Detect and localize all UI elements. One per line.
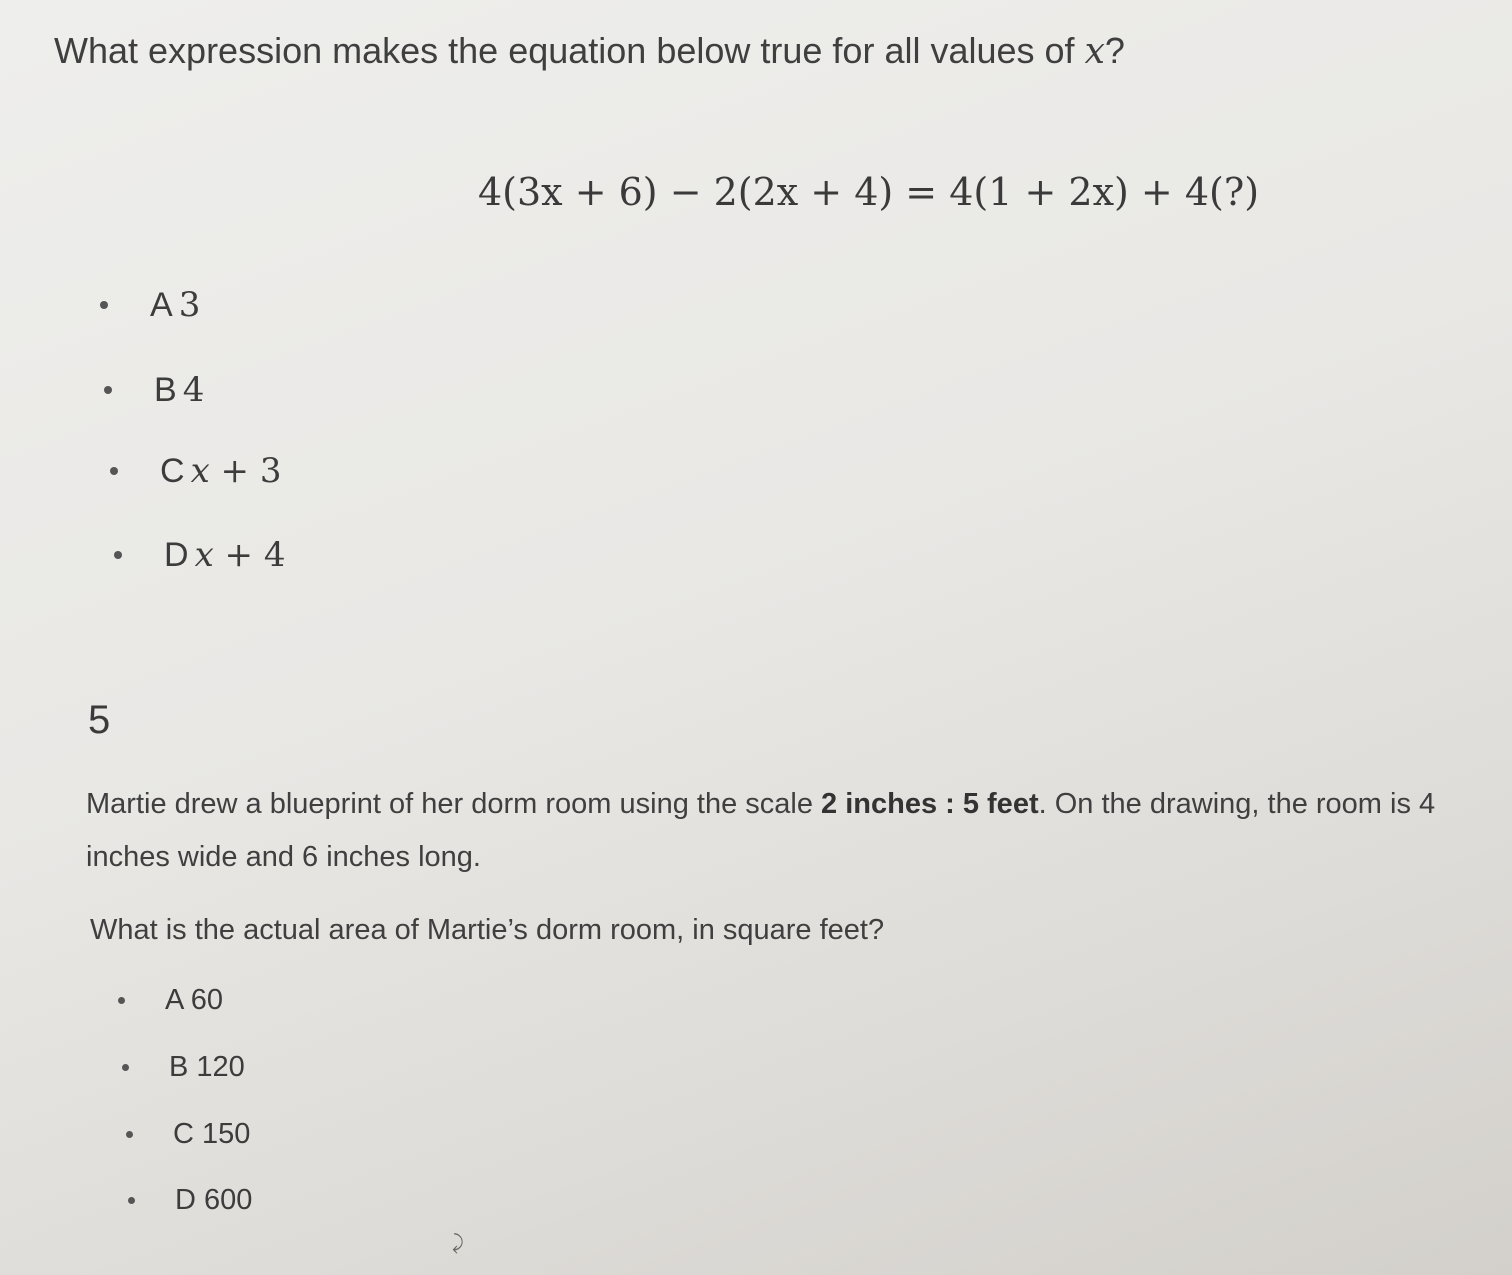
- bullet-icon: [128, 1197, 135, 1204]
- choice-label: A 60: [165, 984, 224, 1016]
- bullet-icon: [100, 301, 108, 309]
- choice-letter: D: [164, 535, 189, 574]
- mouse-cursor-icon: ⤸: [452, 1232, 464, 1254]
- bullet-icon: [110, 467, 118, 475]
- bullet-icon: [118, 997, 125, 1004]
- question-5-choice-c[interactable]: [126, 1118, 250, 1151]
- bullet-icon: [114, 551, 122, 559]
- question-4-prompt-variable: x: [1084, 31, 1105, 72]
- choice-variable: x: [190, 451, 210, 491]
- question-4-prompt-text: What expression makes the equation below true for all values of: [54, 30, 1085, 71]
- choice-value: + 4: [213, 535, 286, 575]
- question-5-choice-b[interactable]: [122, 1051, 245, 1084]
- question-5-choice-d[interactable]: [128, 1184, 252, 1217]
- stem-text-2: . On the drawing, the room is 4 inches wide and 6 inches long.: [86, 788, 1436, 873]
- question-5-stem: [86, 778, 1486, 884]
- question-4-equation: 4(3x + 6) − 2(2x + 4) = 4(1 + 2x) + 4(?): [478, 170, 1260, 214]
- choice-letter: C: [160, 451, 185, 490]
- choice-variable: x: [194, 535, 214, 575]
- bullet-icon: [126, 1131, 133, 1138]
- question-4-choice-d[interactable]: [114, 535, 286, 575]
- choice-value: + 3: [209, 451, 282, 491]
- question-5-sub-question: What is the actual area of Martie’s dorm room, in square feet?: [90, 914, 885, 946]
- choice-label: C 150: [173, 1118, 251, 1150]
- choice-label: B 120: [169, 1051, 245, 1083]
- choice-value: 3: [178, 285, 201, 325]
- question-4-choice-b[interactable]: [104, 370, 204, 410]
- question-4-prompt: [54, 30, 1125, 72]
- stem-text-1: Martie drew a blueprint of her dorm room using the scale: [86, 788, 822, 820]
- choice-value: 4: [182, 370, 205, 410]
- question-4-prompt-end: ?: [1104, 30, 1125, 71]
- question-4-choice-a[interactable]: [100, 285, 200, 325]
- question-5-choice-a[interactable]: [118, 984, 223, 1017]
- question-5-number: 5: [88, 698, 111, 742]
- question-4-choice-c[interactable]: [110, 451, 282, 491]
- bullet-icon: [122, 1064, 129, 1071]
- bullet-icon: [104, 386, 112, 394]
- stem-scale: 2 inches : 5 feet: [821, 788, 1039, 820]
- choice-letter: B: [154, 370, 177, 409]
- choice-label: D 600: [175, 1184, 253, 1216]
- choice-letter: A: [150, 285, 173, 324]
